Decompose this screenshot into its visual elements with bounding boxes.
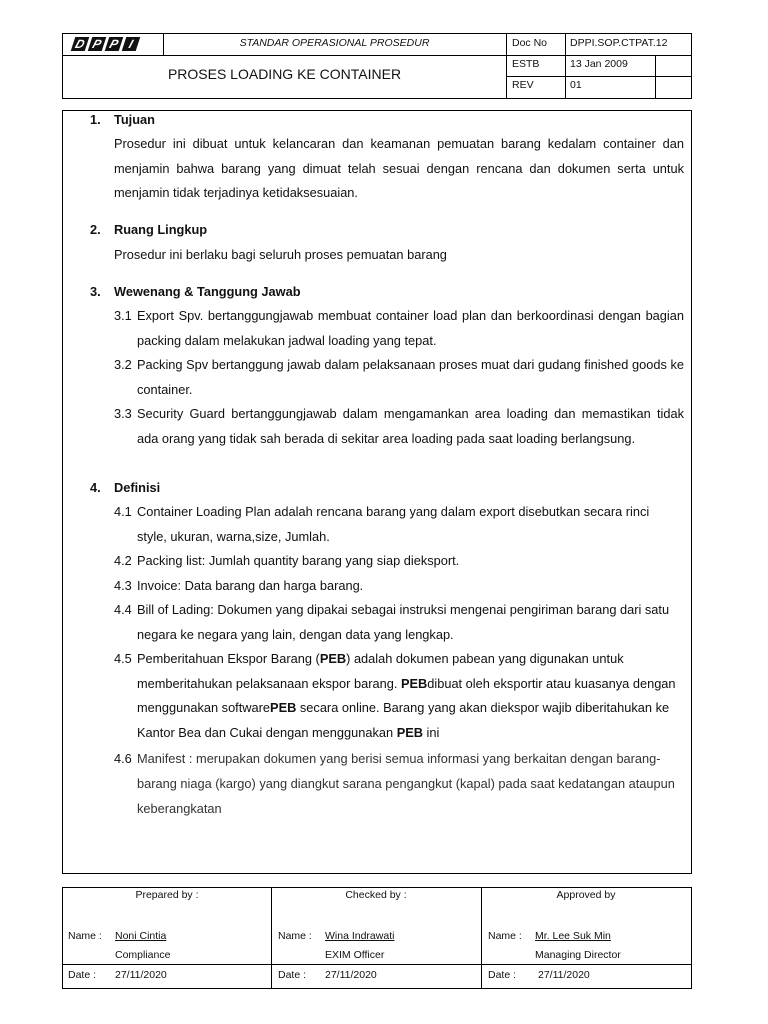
estb-value: 13 Jan 2009 bbox=[570, 58, 628, 70]
signer-name: Noni Cintia bbox=[115, 930, 167, 942]
item-line: Invoice: Data barang dan harga barang. bbox=[137, 578, 364, 593]
name-label: Name : bbox=[68, 930, 102, 942]
item-line: Bill of Lading: Dokumen yang dipakai sebagai instruksi mengenai pengiriman barang dari satu bbox=[137, 602, 670, 617]
logo-letter: P bbox=[105, 37, 124, 51]
peb-term: PEB bbox=[396, 725, 423, 740]
section-title: Tujuan bbox=[114, 112, 155, 127]
sign-date: 27/11/2020 bbox=[538, 969, 590, 981]
approved-by-heading: Approved by bbox=[556, 889, 616, 901]
section-number: 3. bbox=[90, 284, 101, 299]
logo-letter: P bbox=[88, 37, 107, 51]
signer-role: Compliance bbox=[115, 949, 171, 961]
divider bbox=[271, 888, 272, 988]
item-number: 3.2 bbox=[114, 357, 132, 372]
sign-date: 27/11/2020 bbox=[115, 969, 167, 981]
item-line: keberangkatan bbox=[137, 801, 222, 816]
signer-name: Wina Indrawati bbox=[325, 930, 395, 942]
name-label: Name : bbox=[488, 930, 522, 942]
text-run: dibuat oleh eksportir atau kuasanya dengan bbox=[427, 676, 676, 691]
doc-no-value: DPPI.SOP.CTPAT.12 bbox=[570, 37, 668, 49]
checked-by-heading: Checked by : bbox=[345, 889, 407, 901]
text-run: menggunakan software bbox=[137, 700, 271, 715]
item-number: 4.3 bbox=[114, 578, 132, 593]
text-run: ) adalah dokumen pabean yang digunakan untuk bbox=[346, 651, 624, 666]
section-title: Ruang Lingkup bbox=[114, 222, 208, 237]
divider bbox=[506, 34, 507, 98]
prepared-by-heading: Prepared by : bbox=[135, 889, 199, 901]
paragraph-line: menjamin tidak terjadinya ketidaksesuaian. bbox=[114, 185, 358, 200]
section-title: Wewenang & Tanggung Jawab bbox=[114, 284, 301, 299]
text-run: secara online. Barang yang akan diekspor wajib diberitahukan ke bbox=[296, 700, 670, 715]
text-run: Kantor Bea dan Cukai dengan menggunakan bbox=[137, 725, 397, 740]
section-number: 1. bbox=[90, 112, 101, 127]
doc-no-label: Doc No bbox=[512, 37, 548, 49]
item-line bbox=[137, 700, 669, 715]
text-run: Pemberitahuan Ekspor Barang ( bbox=[137, 651, 320, 666]
rev-value: 01 bbox=[570, 79, 582, 91]
paragraph-line: menjamin bahwa barang yang dimuat telah sesuai dengan rencana dan dokumen serta untuk bbox=[114, 161, 684, 176]
date-label: Date : bbox=[68, 969, 97, 981]
document-header bbox=[62, 33, 692, 99]
section-title: Definisi bbox=[114, 480, 161, 495]
text-run: ini bbox=[423, 725, 440, 740]
section-number: 2. bbox=[90, 222, 101, 237]
paragraph-line: Prosedur ini berlaku bagi seluruh proses pemuatan barang bbox=[114, 247, 447, 262]
approval-table bbox=[62, 887, 692, 989]
divider bbox=[63, 55, 691, 56]
estb-label: ESTB bbox=[512, 58, 540, 70]
divider bbox=[506, 76, 691, 77]
item-line: Packing list: Jumlah quantity barang yang siap dieksport. bbox=[137, 553, 460, 568]
item-line: Security Guard bertanggungjawab dalam mengamankan area loading dan memastikan tidak bbox=[137, 406, 684, 421]
item-line: Manifest : merupakan dokumen yang berisi semua informasi yang berkaitan dengan barang- bbox=[137, 751, 661, 766]
item-line: negara ke negara yang lain, dengan data yang lengkap. bbox=[137, 627, 454, 642]
item-line bbox=[137, 676, 676, 691]
item-line: Container Loading Plan adalah rencana barang yang dalam export disebutkan secara rinci bbox=[137, 504, 650, 519]
document-title: PROSES LOADING KE CONTAINER bbox=[167, 66, 402, 82]
item-line: barang niaga (kargo) yang diangkut sarana pengangkut (kapal) pada saat kedatangan ataupun bbox=[137, 776, 675, 791]
item-number: 4.4 bbox=[114, 602, 132, 617]
logo-letter: D bbox=[71, 37, 90, 51]
logo-letter: I bbox=[122, 37, 141, 51]
peb-term: PEB bbox=[319, 651, 347, 666]
sign-date: 27/11/2020 bbox=[325, 969, 377, 981]
item-number: 3.1 bbox=[114, 308, 132, 323]
item-number: 4.5 bbox=[114, 651, 132, 666]
item-number: 3.3 bbox=[114, 406, 132, 421]
date-label: Date : bbox=[278, 969, 307, 981]
divider bbox=[481, 888, 482, 988]
paragraph-line: Prosedur ini dibuat untuk kelancaran dan keamanan pemuatan barang kedalam container dan bbox=[114, 136, 684, 151]
peb-term: PEB bbox=[400, 676, 428, 691]
date-label: Date : bbox=[488, 969, 517, 981]
item-line: Export Spv. bertanggungjawab membuat container load plan dan berkoordinasi dengan bagian bbox=[137, 308, 684, 323]
item-line: container. bbox=[137, 382, 193, 397]
peb-term: PEB bbox=[270, 700, 297, 715]
item-line: ada orang yang tidak sah berada di sekitar area loading pada saat loading berlangsung. bbox=[137, 431, 636, 446]
item-line bbox=[137, 651, 624, 666]
company-logo bbox=[73, 37, 138, 53]
signer-role: Managing Director bbox=[535, 949, 621, 961]
item-line bbox=[137, 725, 439, 740]
item-line: style, ukuran, warna,size, Jumlah. bbox=[137, 529, 330, 544]
text-run: memberitahukan pelaksanaan ekspor barang. bbox=[137, 676, 401, 691]
divider bbox=[63, 964, 691, 965]
divider bbox=[655, 56, 656, 98]
sop-label: STANDAR OPERASIONAL PROSEDUR bbox=[239, 37, 430, 49]
section-number: 4. bbox=[90, 480, 101, 495]
signer-role: EXIM Officer bbox=[325, 949, 385, 961]
rev-label: REV bbox=[512, 79, 534, 91]
item-number: 4.6 bbox=[114, 751, 132, 766]
divider bbox=[565, 34, 566, 98]
signer-name: Mr. Lee Suk Min bbox=[535, 930, 611, 942]
item-line: packing dalam melakukan jadwal loading yang tepat. bbox=[137, 333, 437, 348]
name-label: Name : bbox=[278, 930, 312, 942]
item-number: 4.2 bbox=[114, 553, 132, 568]
item-line: Packing Spv bertanggung jawab dalam pelaksanaan proses muat dari gudang finished goods ke bbox=[137, 357, 684, 372]
item-number: 4.1 bbox=[114, 504, 132, 519]
